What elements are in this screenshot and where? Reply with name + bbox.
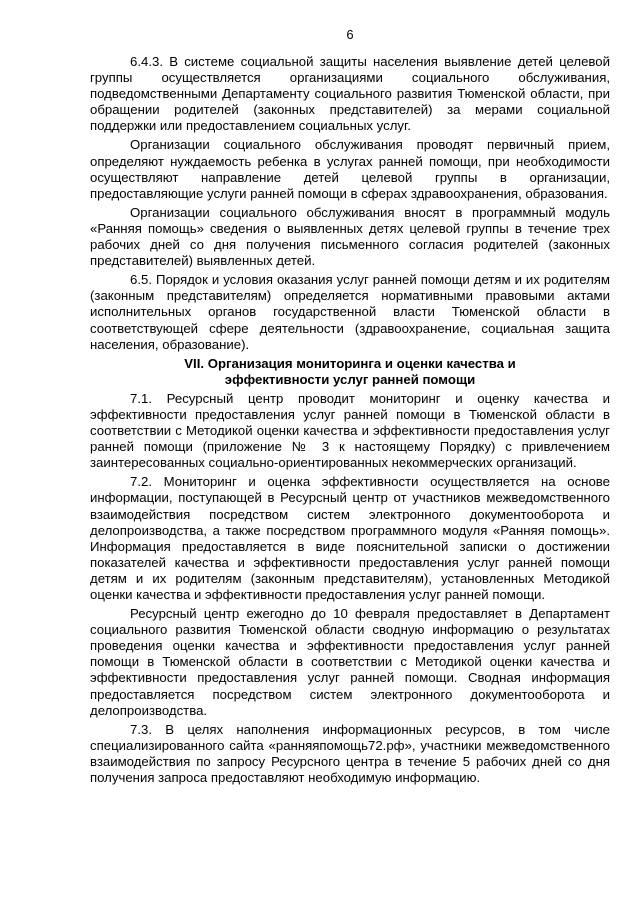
paragraph-primary-intake: Организации социального обслуживания проводят первичный прием, определяют нуждаемость ребенка в услугах ранней помощи, при необходимости осуществляют направление детей целевой группы в организации, предоставляющие услуги ранней помощи в сферах здравоохранения, образования. — [90, 137, 610, 201]
paragraph-annual-report: Ресурсный центр ежегодно до 10 февраля предоставляет в Департамент социального развития Тюменской области сводную информацию о результатах проведения оценки качества и эффективности предоставления услуг ранней помощи в Тюменской области в соответствии с Методикой оценки качества и эффективности предоставления услуг ранней помощи. Сводная информация предоставляется посредством систем электронного документооборота и делопроизводства. — [90, 606, 610, 718]
section-heading-line-2: эффективности услуг ранней помощи — [224, 371, 476, 387]
paragraph-7-1: 7.1. Ресурсный центр проводит мониторинг и оценку качества и эффективности предоставления услуг ранней помощи в Тюменской области в соответствии с Методикой оценки качества и эффективности предоставления услуг ранней помощи (приложение № 3 к настоящему Порядку) с привлечением заинтересованных социально-ориентированных некоммерческих организаций. — [90, 390, 610, 471]
paragraph-7-3: 7.3. В целях наполнения информационных ресурсов, в том числе специализированного сайта «ранняяпомощь72.рф», участники межведомственного взаимодействия по запросу Ресурсного центра в течение 5 рабочих дней со дня получения запроса предоставляют необходимую информацию. — [90, 721, 610, 786]
section-heading-vii — [90, 356, 610, 388]
paragraph-6-5: 6.5. Порядок и условия оказания услуг ранней помощи детям и их родителям (законным представителям) определяется нормативными правовыми актами исполнительных органов государственной власти Тюменской области в соответствующей сфере деятельности (здравоохранение, социальная защита населения, образование). — [90, 272, 610, 352]
page-number: 6 — [346, 27, 354, 42]
paragraph-6-4-3: 6.4.3. В системе социальной защиты населения выявление детей целевой группы осуществляется организациями социального обслуживания, подведомственными Департаменту социального развития Тюменской области, при обращении родителей (законных представителей) за мерами социальной поддержки или предоставлением социальных услуг. — [90, 54, 610, 134]
paragraph-program-module: Организации социального обслуживания вносят в программный модуль «Ранняя помощь» сведения о выявленных детях целевой группы в течение трех рабочих дней со дня получения письменного согласия родителей (законных представителей) выявленных детей. — [90, 204, 610, 269]
document-body — [90, 54, 610, 789]
section-heading-line-1: VII. Организация мониторинга и оценки качества и — [184, 355, 516, 371]
document-page — [90, 0, 610, 905]
paragraph-7-2: 7.2. Мониторинг и оценка эффективности осуществляется на основе информации, поступающей в Ресурсный центр от участников межведомственного взаимодействия посредством систем электронного документооборота и делопроизводства, а также посредством программного модуля «Ранняя помощь». Информация предоставляется в виде пояснительной записки о достижении показателей качества и эффективности предоставления услуг ранней помощи детям и их родителям (законным представителям), установленных Методикой оценки качества и эффективности предоставления услуг ранней помощи. — [90, 474, 610, 602]
